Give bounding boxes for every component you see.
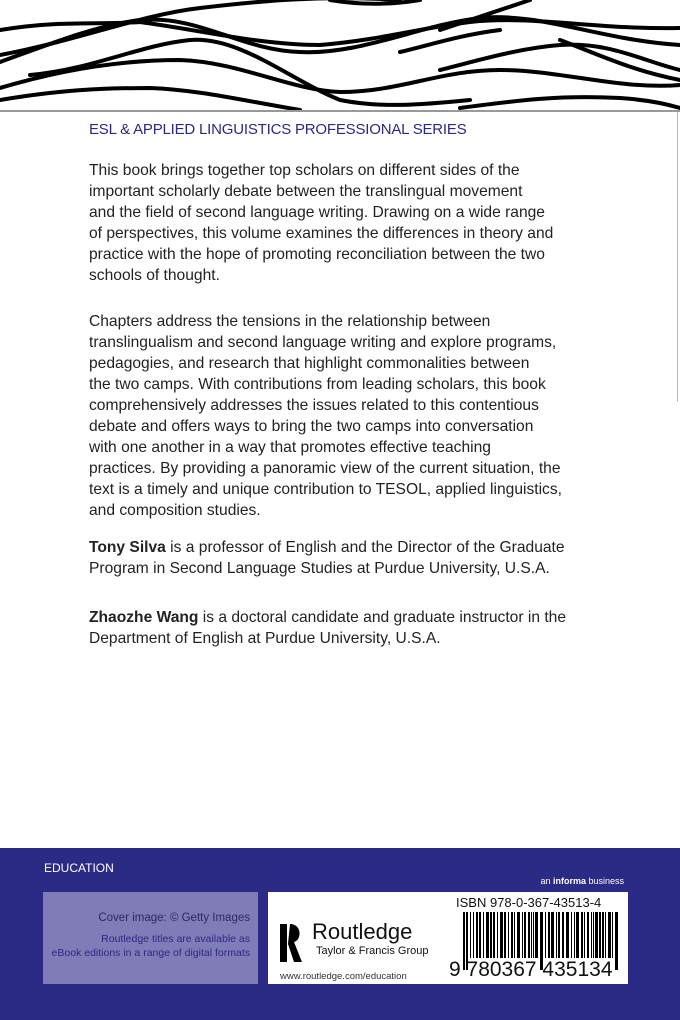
text-line: Program in Second Language Studies at Purdue University, U.S.A. [89,560,550,577]
barcode-bar [593,912,594,958]
category-label: EDUCATION [44,861,114,875]
credits-box [43,892,258,984]
barcode-bar [584,912,585,958]
text-line: translingualism and second language writing and explore programs, [89,334,557,351]
publisher-url: www.routledge.com/education [280,971,407,982]
barcode-bar [595,912,598,958]
barcode-bar [473,912,474,958]
barcode-bar [528,912,530,958]
text-line: Chapters address the tensions in the relationship between [89,313,491,330]
text-line: comprehensively addresses the issues related to this contentious [89,397,539,414]
barcode-bar [591,912,592,958]
isbn: ISBN 978-0-367-43513-4 [456,895,602,910]
text-line: and the field of second language writing. Drawing on a wide range [89,204,545,221]
barcode-bar [497,912,498,958]
publisher-name: Routledge [312,919,413,944]
text: business [585,876,624,886]
barcode-bar [608,912,611,958]
barcode-bar [615,912,618,970]
barcode-bar [514,912,515,958]
description-paragraph-2 [89,311,609,521]
barcode-bar [562,912,564,958]
text-line: schools of thought. [89,267,220,284]
text-line: and composition studies. [89,502,261,519]
text-line: practices. By providing a panoramic view of the current situation, the [89,460,561,477]
barcode-bar [574,912,575,958]
barcode-bar [576,912,579,958]
cover-credit: Cover image: © Getty Images [98,912,250,924]
barcode-bar [486,912,489,958]
barcode-bar [581,912,583,958]
description-paragraph-1 [89,160,609,286]
ebook-note-line: Routledge titles are available as [101,933,250,945]
barcode-bar [470,912,471,958]
barcode-bar [504,912,506,958]
text-line: pedagogies, and research that highlight commonalities between [89,355,530,372]
barcode-bar [524,912,526,958]
barcode-bar [571,912,572,958]
barcode-bar [533,912,534,958]
barcode-bar [587,912,589,958]
series-title: ESL & APPLIED LINGUISTICS PROFESSIONAL SERIES [89,121,467,138]
text-line: debate and offers ways to bring the two camps into conversation [89,418,534,435]
barcode-bar [493,912,495,958]
author-name: Tony Silva [89,539,166,556]
barcode-bar [605,912,606,958]
barcode-bar [476,912,478,958]
publisher-group: Taylor & Francis Group [316,945,429,957]
routledge-logo-icon [280,922,304,964]
barcode-bar [511,912,513,958]
barcode-bar [500,912,503,958]
barcode-bar [551,912,554,958]
barcode-bar [602,912,604,958]
text-line: Department of English at Purdue University, U.S.A. [89,630,441,647]
barcode-bar [479,912,481,958]
barcode-bar [490,912,492,958]
author-name: Zhaozhe Wang [89,609,199,626]
barcode-bar [522,912,523,958]
author-bio-2 [89,607,609,649]
publisher-box [268,892,628,984]
edge-line [677,112,678,402]
barcode-bar [483,912,484,958]
barcode-bar [558,912,560,958]
barcode-bar [612,912,613,958]
text-line: is a doctoral candidate and graduate instructor in the [198,609,567,626]
text-line: important scholarly debate between the translingual movement [89,183,523,200]
barcode-bar [548,912,550,958]
text-line: with one another in a way that promotes effective teaching [89,439,491,456]
text-line: practice with the hope of promoting reconciliation between the two [89,246,545,263]
text: informa [552,876,586,886]
ebook-note-line: eBook editions in a range of digital formats [51,947,250,959]
wave-pattern-illustration [0,0,680,110]
text-line: This book brings together top scholars on different sides of the [89,162,520,179]
text-line: of perspectives, this volume examines the differences in theory and [89,225,554,242]
barcode-bar [599,912,601,958]
informa-tagline [540,876,624,886]
barcode-bar [535,912,538,958]
barcode-bar [531,912,532,958]
divider [0,110,680,112]
barcode-bar [545,912,546,958]
barcode-bar [566,912,569,958]
barcode-bar [508,912,509,958]
text: an [540,876,553,886]
text-line: text is a timely and unique contribution to TESOL, applied linguistics, [89,481,562,498]
author-bio-1 [89,537,609,579]
barcode-bar [517,912,520,958]
text-line: the two camps. With contributions from leading scholars, this book [89,376,546,393]
text-line: is a professor of English and the Director of the Graduate [165,539,565,556]
barcode-bar [556,912,557,958]
barcode-number: 9 780367 435134 [449,958,613,981]
